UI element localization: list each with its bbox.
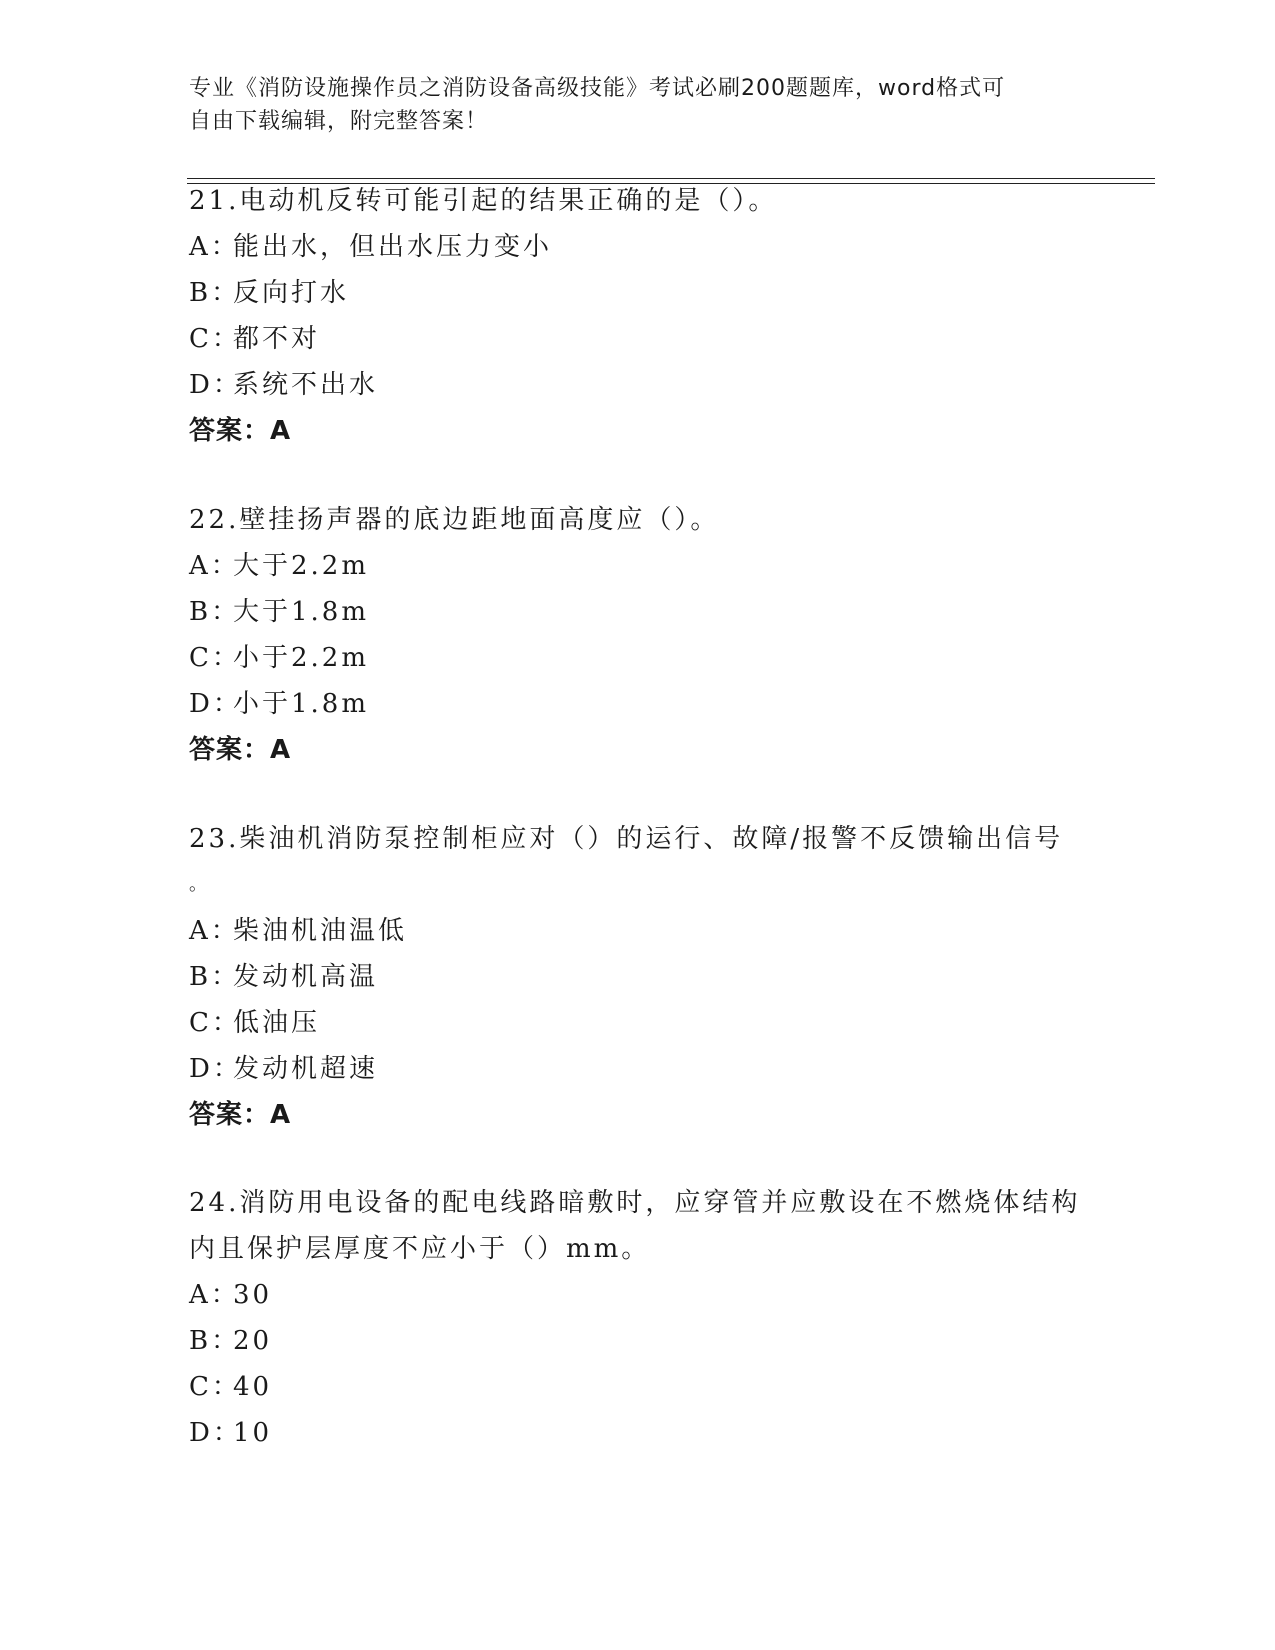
option-label: C：: [189, 1372, 241, 1402]
option-label: C：: [189, 324, 241, 354]
option-label: D：: [189, 1418, 242, 1448]
question-24: [189, 1180, 1089, 1456]
option-text: 系统不出水: [233, 370, 379, 400]
option-text: 大于2.2m: [233, 551, 370, 581]
question-21: [189, 178, 1089, 454]
option-text: 40: [233, 1372, 273, 1402]
option-label: A：: [189, 232, 240, 262]
option-text: 能出水，但出水压力变小: [233, 232, 553, 262]
option-d: [189, 362, 1089, 408]
option-c: [189, 1000, 1089, 1046]
question-stem-continuation: 内且保护层厚度不应小于（）mm。: [189, 1234, 651, 1264]
question-stem: 24.消防用电设备的配电线路暗敷时，应穿管并应敷设在不燃烧体结构: [189, 1188, 1081, 1218]
option-b: [189, 954, 1089, 1000]
option-d: [189, 1046, 1089, 1092]
option-text: 都不对: [233, 324, 321, 354]
answer-line: 答案：A: [189, 416, 292, 446]
question-stem: 23.柴油机消防泵控制柜应对（）的运行、故障/报警不反馈输出信号: [189, 824, 1064, 854]
answer-line: 答案：A: [189, 735, 292, 765]
option-text: 小于1.8m: [233, 689, 370, 719]
option-a: [189, 224, 1089, 270]
header-line-1: 专业《消防设施操作员之消防设备高级技能》考试必刷200题题库，word格式可: [189, 76, 1006, 101]
option-c: [189, 635, 1089, 681]
option-label: D：: [189, 689, 242, 719]
option-text: 30: [233, 1280, 273, 1310]
option-label: B：: [189, 962, 241, 992]
option-label: D：: [189, 1054, 242, 1084]
option-a: [189, 1272, 1089, 1318]
option-label: A：: [189, 916, 240, 946]
option-text: 20: [233, 1326, 273, 1356]
option-b: [189, 589, 1089, 635]
question-23: [189, 816, 1089, 1138]
option-label: C：: [189, 1008, 241, 1038]
question-22: [189, 497, 1089, 773]
question-stem: 21.电动机反转可能引起的结果正确的是（）。: [189, 186, 778, 216]
option-label: A：: [189, 1280, 240, 1310]
option-label: B：: [189, 1326, 241, 1356]
option-text: 小于2.2m: [233, 643, 370, 673]
option-d: [189, 681, 1089, 727]
option-b: [189, 270, 1089, 316]
option-d: [189, 1410, 1089, 1456]
option-c: [189, 316, 1089, 362]
option-text: 大于1.8m: [233, 597, 370, 627]
option-label: A：: [189, 551, 240, 581]
document-header: [189, 72, 1089, 138]
option-text: 发动机超速: [233, 1054, 379, 1084]
question-stem-continuation: 。: [189, 874, 210, 895]
option-text: 10: [233, 1418, 273, 1448]
option-a: [189, 543, 1089, 589]
option-text: 低油压: [233, 1008, 321, 1038]
option-a: [189, 908, 1089, 954]
option-text: 发动机高温: [233, 962, 379, 992]
question-stem: 22.壁挂扬声器的底边距地面高度应（）。: [189, 505, 720, 535]
option-text: 反向打水: [233, 278, 350, 308]
option-text: 柴油机油温低: [233, 916, 408, 946]
header-line-2: 自由下载编辑，附完整答案！: [189, 109, 489, 134]
option-label: B：: [189, 597, 241, 627]
option-c: [189, 1364, 1089, 1410]
option-label: D：: [189, 370, 242, 400]
option-label: B：: [189, 278, 241, 308]
option-b: [189, 1318, 1089, 1364]
option-label: C：: [189, 643, 241, 673]
answer-line: 答案：A: [189, 1100, 292, 1130]
